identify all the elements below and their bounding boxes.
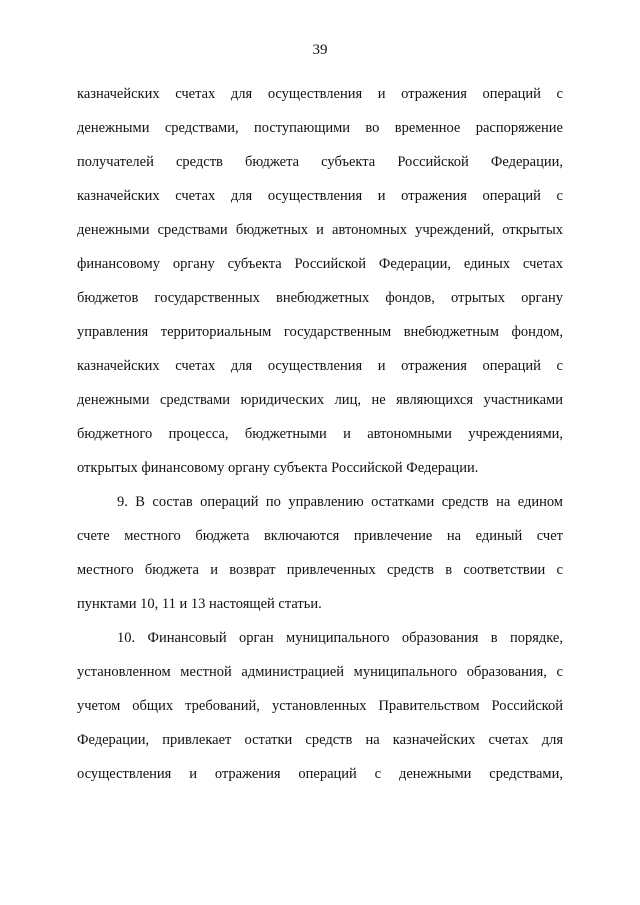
text-line: казначейских счетах для осуществления и отражения операций с [77, 86, 563, 102]
paragraph-continuation [77, 77, 563, 485]
text-line: 9. В состав операций по управлению остатками средств на едином [117, 494, 563, 510]
text-line: осуществления и отражения операций с денежными средствами, [77, 766, 563, 782]
text-line: казначейских счетах для осуществления и отражения операций с [77, 358, 563, 374]
document-body [77, 77, 563, 791]
text-line: пунктами 10, 11 и 13 настоящей статьи. [77, 596, 322, 612]
text-line: денежными средствами, поступающими во временное распоряжение [77, 120, 563, 136]
text-line: денежными средствами бюджетных и автономных учреждений, открытых [77, 222, 563, 238]
text-line: управления территориальным государственным внебюджетным фондом, [77, 324, 563, 340]
text-line: местного бюджета и возврат привлеченных средств в соответствии с [77, 562, 563, 578]
text-line: Федерации, привлекает остатки средств на казначейских счетах для [77, 732, 563, 748]
text-line: финансовому органу субъекта Российской Федерации, единых счетах [77, 256, 563, 272]
text-line: счете местного бюджета включаются привлечение на единый счет [77, 528, 563, 544]
text-line: установленном местной администрацией муниципального образования, с [77, 664, 563, 680]
text-line: казначейских счетах для осуществления и отражения операций с [77, 188, 563, 204]
paragraph-item-9 [77, 485, 563, 621]
page-number: 39 [312, 42, 328, 58]
text-line: открытых финансовому органу субъекта Российской Федерации. [77, 460, 479, 476]
paragraph-item-10 [77, 621, 563, 791]
text-line: бюджетов государственных внебюджетных фондов, отрытых органу [77, 290, 563, 306]
text-line: денежными средствами юридических лиц, не являющихся участниками [77, 392, 563, 408]
text-line: 10. Финансовый орган муниципального образования в порядке, [117, 630, 563, 646]
text-line: учетом общих требований, установленных Правительством Российской [77, 698, 563, 714]
text-line: бюджетного процесса, бюджетными и автономными учреждениями, [77, 426, 563, 442]
text-line: получателей средств бюджета субъекта Российской Федерации, [77, 154, 563, 170]
